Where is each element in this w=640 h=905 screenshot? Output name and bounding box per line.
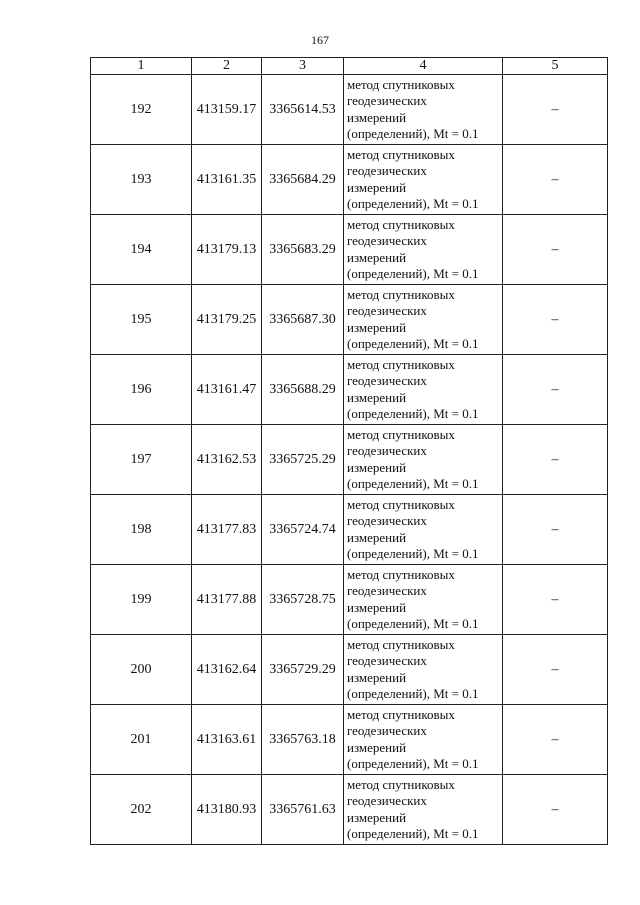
x-coordinate-cell: 413162.64 [192,635,262,705]
method-line: (определений), Mt = 0.1 [347,616,479,631]
note-cell: – [503,215,608,285]
method-line: измерений [347,809,407,825]
method-cell [344,775,503,845]
method-line: (определений), Mt = 0.1 [347,826,479,841]
y-coordinate-cell: 3365614.53 [262,75,344,145]
x-coordinate-cell: 413179.25 [192,285,262,355]
method-line: (определений), Mt = 0.1 [347,196,479,211]
x-coordinate-cell: 413162.53 [192,425,262,495]
method-cell [344,145,503,215]
method-line: измерений [347,599,407,615]
page-number: 167 [311,33,329,47]
table-row [91,285,608,355]
method-line: (определений), Mt = 0.1 [347,686,479,701]
method-line: (определений), Mt = 0.1 [347,266,479,281]
note-cell: – [503,75,608,145]
method-line: метод спутниковых [347,426,455,442]
note-cell: – [503,425,608,495]
method-line: измерений [347,389,407,405]
method-cell [344,705,503,775]
method-cell [344,635,503,705]
method-cell [344,285,503,355]
method-line: метод спутниковых [347,356,455,372]
method-line: измерений [347,109,407,125]
x-coordinate-cell: 413179.13 [192,215,262,285]
method-line: геодезических [347,93,427,108]
table-row [91,215,608,285]
method-line: геодезических [347,793,427,808]
column-header: 2 [192,58,262,75]
method-line: метод спутниковых [347,496,455,512]
method-cell [344,215,503,285]
x-coordinate-cell: 413177.88 [192,565,262,635]
method-line: (определений), Mt = 0.1 [347,406,479,421]
note-cell: – [503,355,608,425]
point-number-cell: 194 [91,215,192,285]
y-coordinate-cell: 3365724.74 [262,495,344,565]
point-number-cell: 192 [91,75,192,145]
x-coordinate-cell: 413180.93 [192,775,262,845]
method-line: метод спутниковых [347,146,455,162]
note-cell: – [503,285,608,355]
note-cell: – [503,565,608,635]
note-cell: – [503,635,608,705]
point-number-cell: 197 [91,425,192,495]
method-cell [344,355,503,425]
method-line: геодезических [347,723,427,738]
note-cell: – [503,775,608,845]
x-coordinate-cell: 413161.47 [192,355,262,425]
table-row [91,145,608,215]
y-coordinate-cell: 3365688.29 [262,355,344,425]
column-header: 3 [262,58,344,75]
table-body [91,75,608,845]
method-line: измерений [347,319,407,335]
point-number-cell: 202 [91,775,192,845]
method-line: метод спутниковых [347,706,455,722]
point-number-cell: 201 [91,705,192,775]
table-header-row [91,58,608,75]
method-line: метод спутниковых [347,76,455,92]
point-number-cell: 198 [91,495,192,565]
y-coordinate-cell: 3365683.29 [262,215,344,285]
method-line: геодезических [347,513,427,528]
column-header: 4 [344,58,503,75]
y-coordinate-cell: 3365763.18 [262,705,344,775]
x-coordinate-cell: 413159.17 [192,75,262,145]
method-cell [344,425,503,495]
method-line: геодезических [347,653,427,668]
x-coordinate-cell: 413177.83 [192,495,262,565]
y-coordinate-cell: 3365729.29 [262,635,344,705]
method-cell [344,75,503,145]
method-cell [344,495,503,565]
method-line: (определений), Mt = 0.1 [347,546,479,561]
coordinates-table [90,57,608,845]
method-cell [344,565,503,635]
method-line: (определений), Mt = 0.1 [347,476,479,491]
method-line: метод спутниковых [347,566,455,582]
method-line: геодезических [347,233,427,248]
method-line: (определений), Mt = 0.1 [347,336,479,351]
table-row [91,355,608,425]
y-coordinate-cell: 3365687.30 [262,285,344,355]
x-coordinate-cell: 413161.35 [192,145,262,215]
method-line: метод спутниковых [347,286,455,302]
method-line: измерений [347,249,407,265]
y-coordinate-cell: 3365728.75 [262,565,344,635]
method-line: измерений [347,669,407,685]
table-row [91,565,608,635]
point-number-cell: 193 [91,145,192,215]
x-coordinate-cell: 413163.61 [192,705,262,775]
table-row [91,75,608,145]
note-cell: – [503,705,608,775]
method-line: (определений), Mt = 0.1 [347,756,479,771]
method-line: метод спутниковых [347,776,455,792]
column-header: 1 [91,58,192,75]
method-line: геодезических [347,373,427,388]
point-number-cell: 196 [91,355,192,425]
method-line: метод спутниковых [347,636,455,652]
point-number-cell: 195 [91,285,192,355]
method-line: измерений [347,459,407,475]
note-cell: – [503,495,608,565]
point-number-cell: 200 [91,635,192,705]
y-coordinate-cell: 3365761.63 [262,775,344,845]
method-line: измерений [347,739,407,755]
method-line: геодезических [347,303,427,318]
table-row [91,705,608,775]
method-line: измерений [347,179,407,195]
method-line: метод спутниковых [347,216,455,232]
method-line: геодезических [347,583,427,598]
method-line: (определений), Mt = 0.1 [347,126,479,141]
point-number-cell: 199 [91,565,192,635]
method-line: измерений [347,529,407,545]
y-coordinate-cell: 3365725.29 [262,425,344,495]
table-row [91,425,608,495]
table-row [91,635,608,705]
table-row [91,775,608,845]
method-line: геодезических [347,163,427,178]
method-line: геодезических [347,443,427,458]
y-coordinate-cell: 3365684.29 [262,145,344,215]
note-cell: – [503,145,608,215]
column-header: 5 [503,58,608,75]
table-row [91,495,608,565]
